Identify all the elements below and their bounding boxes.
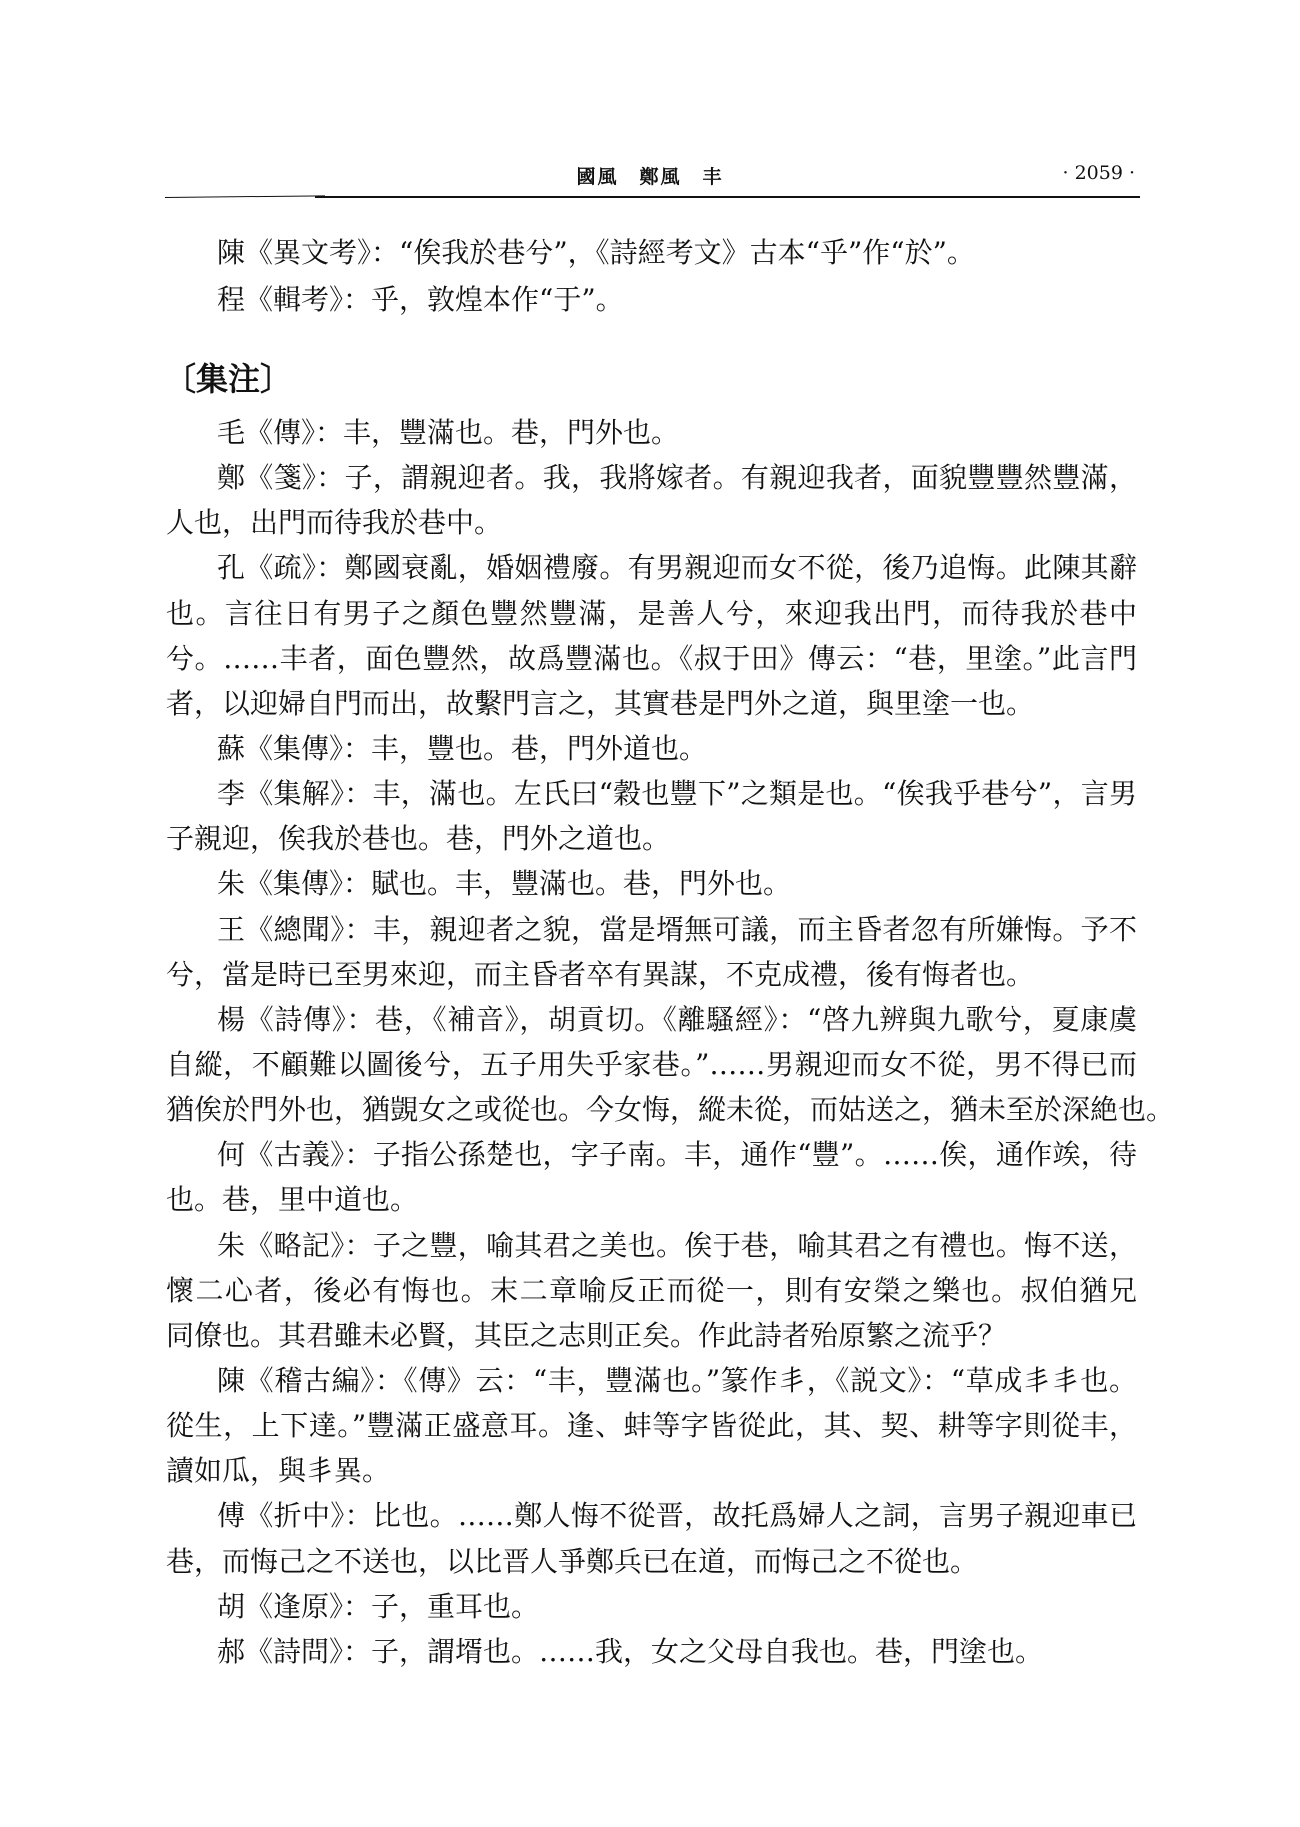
text-line: 也。言往日有男子之顏色豐然豐滿，是善人兮，來迎我出門，而待我於巷中 <box>166 596 1137 630</box>
commentary-paragraph <box>166 410 1137 455</box>
text-line: 兮。……丰者，面色豐然，故爲豐滿也。《叔于田》傳云：“巷，里塗。”此言門 <box>166 641 1137 675</box>
commentary-paragraph <box>166 1132 1137 1222</box>
text-line: 陳《異文考》：“俟我於巷兮”，《詩經考文》古本“乎”作“於”。 <box>217 236 975 269</box>
commentary-paragraph <box>166 230 1137 277</box>
commentary-paragraph <box>166 1493 1137 1583</box>
text-line: 讀如瓜，與丯異。 <box>166 1454 391 1488</box>
commentary-paragraph <box>166 545 1137 726</box>
text-line: 程《輯考》：乎，敦煌本作“于”。 <box>217 282 624 316</box>
section-heading-collected-notes: 〔集注〕 <box>164 360 293 398</box>
text-line: 楊《詩傳》：巷，《補音》，胡貢切。《離騷經》：“啓九辨與九歌兮，夏康虞 <box>217 1002 1137 1036</box>
text-line: 朱《略記》：子之豐，喻其君之美也。俟于巷，喻其君之有禮也。悔不送， <box>217 1228 1137 1262</box>
text-line: 李《集解》：丰，滿也。左氏曰“穀也豐下”之類是也。“俟我乎巷兮”，言男 <box>217 777 1137 811</box>
commentary-paragraph <box>166 1358 1137 1493</box>
page-number: · 2059 · <box>1062 162 1135 184</box>
header-rule-thick <box>315 196 1140 198</box>
commentary-paragraph <box>166 1223 1137 1358</box>
text-line: 同僚也。其君雖未必賢，其臣之志則正矣。作此詩者殆原繁之流乎？ <box>166 1318 1007 1352</box>
text-line: 人也，出門而待我於巷中。 <box>166 506 503 540</box>
variant-readings <box>166 230 1137 323</box>
text-line: 鄭《箋》：子，謂親迎者。我，我將嫁者。有親迎我者，面貌豐豐然豐滿， <box>217 461 1137 495</box>
commentary-paragraph <box>166 861 1137 906</box>
text-line: 胡《逢原》：子，重耳也。 <box>217 1589 540 1623</box>
commentary-paragraph <box>166 726 1137 771</box>
running-title: 國風 鄭風 丰 <box>576 166 724 188</box>
text-line: 孔《疏》：鄭國衰亂，婚姻禮廢。有男親迎而女不從，後乃追悔。此陳其辭 <box>217 551 1137 585</box>
text-line: 懷二心者，後必有悔也。末二章喻反正而從一，則有安榮之樂也。叔伯猶兄 <box>166 1273 1137 1307</box>
header-rule-thin <box>165 195 325 198</box>
text-line: 蘇《集傳》：丰，豐也。巷，門外道也。 <box>217 731 708 765</box>
text-line: 郝《詩問》：子，謂壻也。……我，女之父母自我也。巷，門塗也。 <box>217 1634 1044 1668</box>
text-line: 巷，而悔己之不送也，以比晋人爭鄭兵已在道，而悔己之不從也。 <box>166 1544 979 1578</box>
commentary-paragraph <box>166 907 1137 997</box>
running-header <box>0 160 1300 190</box>
text-line: 也。巷，里中道也。 <box>166 1183 419 1217</box>
text-line: 子親迎，俟我於巷也。巷，門外之道也。 <box>166 822 671 856</box>
commentary-paragraph <box>166 455 1137 545</box>
text-line: 兮，當是時已至男來迎，而主昏者卒有異謀，不克成禮，後有悔者也。 <box>166 957 1035 991</box>
text-line: 毛《傳》：丰，豐滿也。巷，門外也。 <box>217 416 680 449</box>
text-line: 王《總聞》：丰，親迎者之貌，當是壻無可議，而主昏者忽有所嫌悔。予不 <box>217 912 1137 946</box>
page-body <box>164 230 1175 1674</box>
collected-notes <box>166 410 1175 1674</box>
text-line: 者，以迎婦自門而出，故繫門言之，其實巷是門外之道，與里塗一也。 <box>166 686 1035 720</box>
text-line: 朱《集傳》：賦也。丰，豐滿也。巷，門外也。 <box>217 867 792 901</box>
header-rule <box>165 196 1140 199</box>
text-line: 傅《折中》：比也。……鄭人悔不從晋，故托爲婦人之詞，言男子親迎車已 <box>217 1499 1137 1533</box>
text-line: 何《古義》：子指公孫楚也，字子南。丰，通作“豐”。……俟，通作竢，待 <box>217 1138 1137 1172</box>
commentary-paragraph <box>166 1629 1137 1674</box>
text-line: 從生，上下達。”豐滿正盛意耳。逢、蚌等字皆從此，其、契、耕等字則從丰， <box>166 1409 1137 1443</box>
commentary-paragraph <box>166 277 1137 324</box>
commentary-paragraph <box>166 771 1137 861</box>
commentary-paragraph <box>166 997 1175 1132</box>
commentary-paragraph <box>166 1584 1137 1629</box>
text-line: 陳《稽古編》：《傳》云：“丰，豐滿也。”篆作丯，《説文》：“草成丯丯也。 <box>217 1363 1137 1397</box>
text-line: 自縱，不顧難以圖後兮，五子用失乎家巷。”……男親迎而女不從，男不得已而 <box>166 1047 1137 1081</box>
text-line: 猶俟於門外也，猶覬女之或從也。今女悔，縱未從，而姑送之，猶未至於深絶也。 <box>166 1093 1175 1127</box>
